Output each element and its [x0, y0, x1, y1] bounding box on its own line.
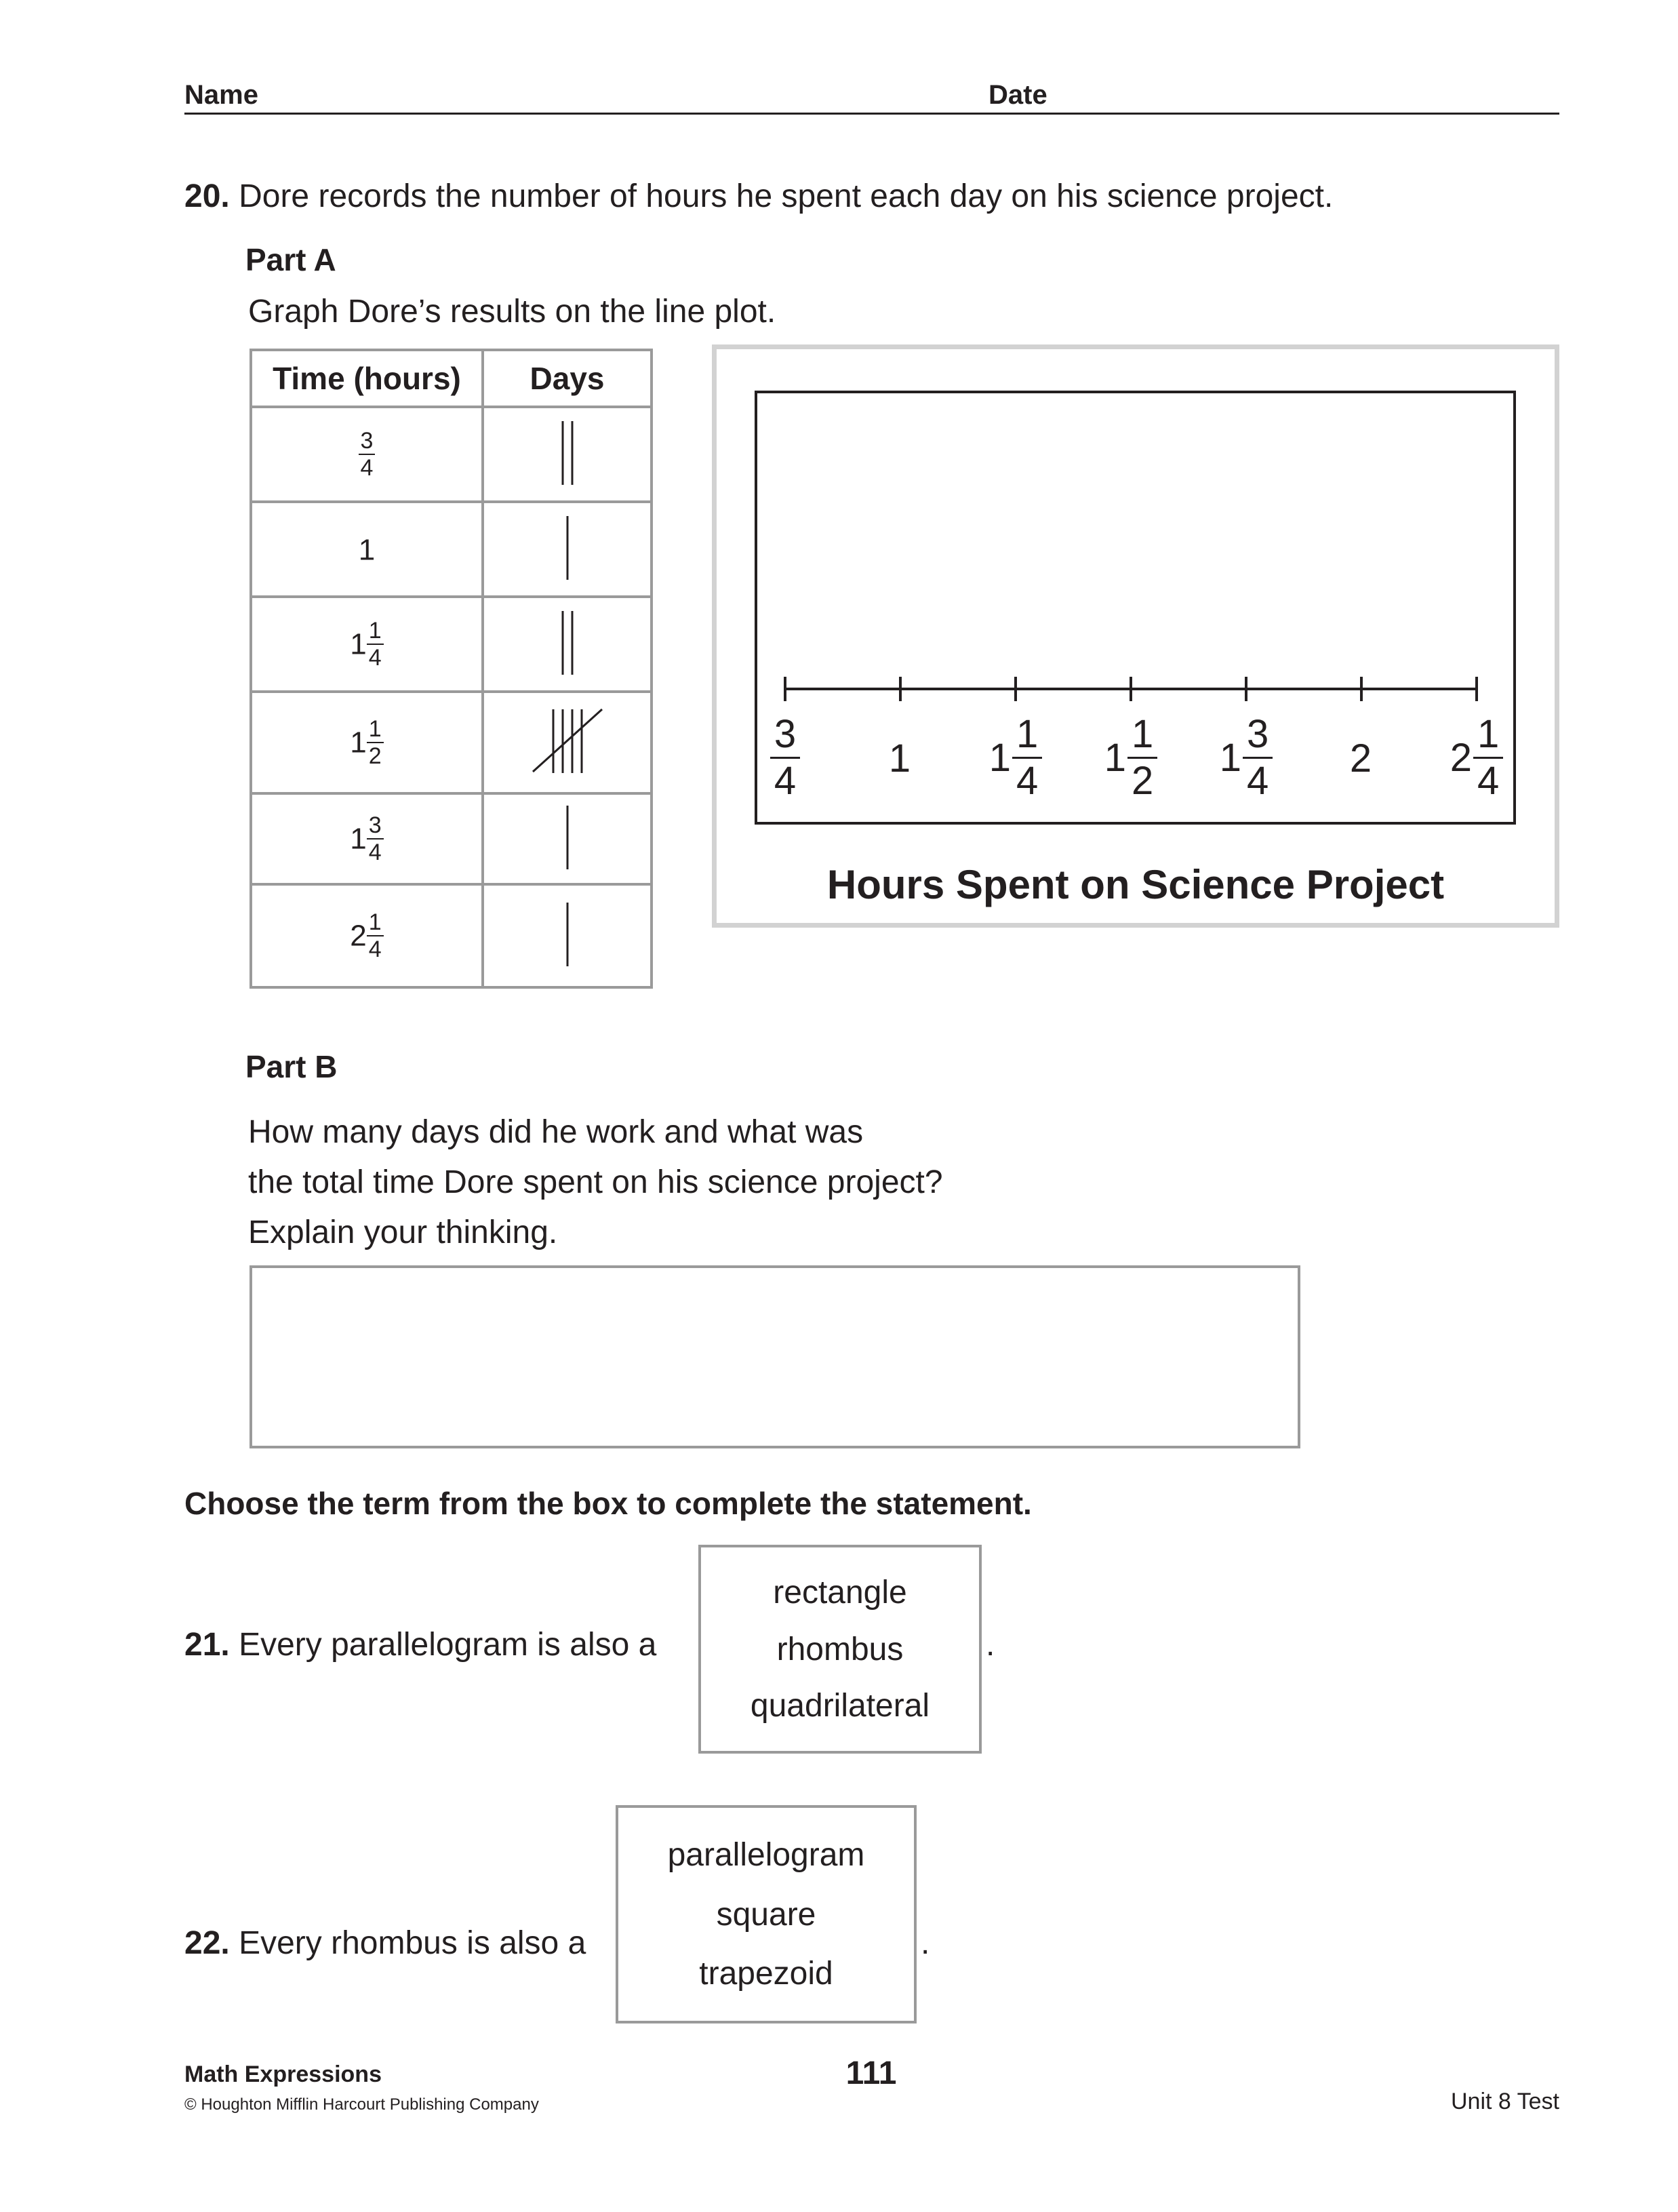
q20-number: 20.: [184, 178, 230, 214]
date-label: Date: [988, 80, 1047, 110]
tally-cell: [483, 502, 652, 597]
part-b-line-2: the total time Dore spent on his science project?: [248, 1164, 943, 1200]
tally-slash-mark: [533, 709, 602, 772]
q21-prompt-line: [184, 1626, 656, 1663]
footer-book-title: Math Expressions: [184, 2061, 382, 2087]
tally-table: [249, 349, 653, 989]
q22-term-3[interactable]: trapezoid: [699, 1955, 833, 1992]
tally-marks-icon: [520, 800, 615, 875]
table-row: [251, 407, 652, 502]
name-label: Name: [184, 80, 258, 110]
days-column-header: Days: [483, 350, 652, 407]
tick-label: 2 $\frac{1}{4}$: [1422, 715, 1531, 801]
part-b-answer-box[interactable]: [249, 1265, 1300, 1448]
q22-prompt: Every rhombus is also a: [239, 1925, 586, 1961]
q21-term-1[interactable]: rectangle: [773, 1574, 907, 1611]
footer-copyright: © Houghton Mifflin Harcourt Publishing Company: [184, 2095, 539, 2114]
q22-term-1[interactable]: parallelogram: [667, 1837, 865, 1874]
tick-label: 1: [888, 736, 911, 781]
time-cell: $\frac{3}{4}$: [251, 407, 483, 502]
tally-cell: [483, 884, 652, 987]
time-cell: 1: [251, 502, 483, 597]
time-cell: 1 $\frac{1}{4}$: [251, 597, 483, 692]
tally-marks-icon: [520, 416, 615, 490]
time-cell: 1 $\frac{3}{4}$: [251, 793, 483, 884]
q21-term-3[interactable]: quadrilateral: [750, 1688, 930, 1724]
choose-instruction: Choose the term from the box to complete the statement.: [184, 1486, 1032, 1521]
q22-prompt-line: [184, 1924, 586, 1962]
time-cell: 2 $\frac{1}{4}$: [251, 884, 483, 987]
table-row: [251, 692, 652, 793]
q20-prompt: Dore records the number of hours he spent each day on his science project.: [239, 178, 1334, 214]
tally-marks-icon: [520, 897, 615, 972]
part-a-label: Part A: [245, 242, 336, 277]
number-line-labels: [755, 391, 1516, 825]
tick-label: 2: [1349, 736, 1372, 781]
table-header-row: [251, 350, 652, 407]
q22-term-2[interactable]: square: [716, 1896, 816, 1933]
time-cell: 1 $\frac{1}{2}$: [251, 692, 483, 793]
q21-term-box[interactable]: [698, 1545, 982, 1754]
tally-cell: [483, 407, 652, 502]
q21-number: 21.: [184, 1627, 230, 1663]
q22-period: .: [921, 1925, 930, 1961]
q21-period: .: [986, 1627, 995, 1663]
tally-marks-icon: [520, 704, 615, 778]
time-column-header: Time (hours): [251, 350, 483, 407]
tick-label: 1 $\frac{3}{4}$: [1192, 715, 1300, 801]
tally-marks-icon: [520, 606, 615, 680]
tally-cell: [483, 597, 652, 692]
line-plot-title: Hours Spent on Science Project: [826, 862, 1445, 907]
table-row: [251, 793, 652, 884]
footer-unit: Unit 8 Test: [1450, 2089, 1559, 2114]
part-b-label: Part B: [245, 1049, 338, 1084]
q21-prompt: Every parallelogram is also a: [239, 1627, 657, 1663]
part-b-line-3: Explain your thinking.: [248, 1214, 558, 1250]
header-rule: [184, 113, 1559, 115]
part-b-line-1: How many days did he work and what was: [248, 1114, 864, 1150]
tick-label: 1 $\frac{1}{2}$: [1077, 715, 1185, 801]
table-row: [251, 502, 652, 597]
table-row: [251, 884, 652, 987]
table-row: [251, 597, 652, 692]
tick-label: $\frac{3}{4}$: [731, 715, 839, 801]
tally-marks-icon: [520, 511, 615, 585]
q22-term-box[interactable]: [616, 1805, 917, 2023]
tally-cell: [483, 793, 652, 884]
q22-number: 22.: [184, 1925, 230, 1961]
part-a-instruction: Graph Dore’s results on the line plot.: [248, 294, 776, 330]
tally-cell: [483, 692, 652, 793]
q21-term-2[interactable]: rhombus: [776, 1631, 904, 1667]
page-number: 111: [845, 2055, 897, 2091]
tick-label: 1 $\frac{1}{4}$: [961, 715, 1070, 801]
q20-prompt-line: [184, 178, 1333, 215]
